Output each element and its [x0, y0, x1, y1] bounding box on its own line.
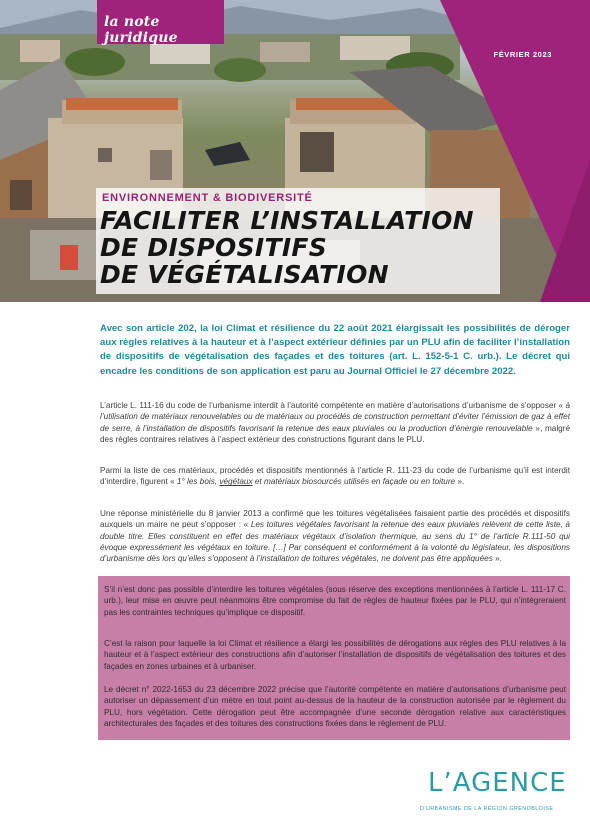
note-type-label: la note juridique — [104, 14, 178, 46]
publication-date: FÉVRIER 2023 — [493, 50, 552, 59]
agency-logo — [420, 768, 580, 818]
section-kicker: ENVIRONNEMENT & BIODIVERSITÉ — [102, 192, 313, 204]
box-paragraph-3: Le décret n° 2022-1653 du 23 décembre 2022 précise que l’autorité compétente en matière d’autorisations d’urbanisme peut autoriser un dépassement d’un mètre en tout point au-dessus de la hauteur de la construction autorisée par le règlement du PLU, hors végétation. Cette dérogation peut être accompagnée d’une seconde dérogation relative aux caractéristiques architecturales des façades et des toitures des constructions fixées dans le règlement de PLU. — [104, 685, 566, 728]
body-paragraph-1: L’article L. 111-16 du code de l’urbanisme interdit à l’autorité compétente en matière d’autorisations d’urbanisme de s’opposer « à l’utilisation de matériaux renouvelables ou de matériaux ou procédés de construction permettant d’éviter l’émission de gaz à effet de serre, à l’installation de dispositifs favorisant la retenue des eaux pluviales ou la production d’énergie renouvelable », malgré des règles contraires relatives à l’aspect extérieur des constructions figurant dans le PLU. — [100, 401, 571, 444]
lead-paragraph: Avec son article 202, la loi Climat et résilience du 22 août 2021 élargissait les possibilités de déroger aux règles relatives à la hauteur et à l’aspect extérieur définies par un PLU afin de faciliter l’installation de dispositifs de végétalisation des façades et des toitures (art. L. 152-5-1 C. urb.). Le décret qui encadre les conditions de son application est paru au Journal Officiel le 27 décembre 2022. — [100, 323, 570, 377]
box-paragraph-1: S’il n’est donc pas possible d’interdire les toitures végétales (sous réserve des exceptions mentionnées à l’article L. 111-17 C. urb.), leur mise en œuvre peut néanmoins être compromise du fait de règles de hauteur fixées par le PLU, qui n’intégreraient pas les contraintes techniques qu’implique ce dispositif. — [104, 585, 566, 617]
logo-wordmark: L’AGENCE — [428, 768, 567, 798]
page-title — [100, 207, 474, 288]
title-line-1: FACILITER L’INSTALLATION — [100, 206, 474, 235]
title-line-3: DE VÉGÉTALISATION — [100, 260, 389, 289]
box-paragraph-2: C’est la raison pour laquelle la loi Climat et résilience a élargi les possibilités de dérogations aux règles des PLU relatives à la hauteur et à l’aspect extérieur des constructions afin d’autoriser l’installation de dispositifs de végétalisation des toitures et des façades en zones urbaines et à urbaniser. — [104, 639, 566, 671]
hero-photo — [0, 0, 590, 302]
title-line-2: DE DISPOSITIFS — [100, 233, 328, 262]
logo-subtitle: D’URBANISME DE LA RÉGION GRENOBLOISE — [420, 806, 554, 812]
body-paragraph-3: Une réponse ministérielle du 8 janvier 2013 a confirmé que les toitures végétalisées faisaient partie des procédés et dispositifs auxquels un maire ne peut s’opposer : « Les toitures végétales favorisant la retenue des eaux pluviales relèvent de cette liste, à double titre. Elles constituent en effet des matériaux végétaux d’isolation thermique, au sens du 1° de l’article R.111-50 qui évoque expressément les végétaux en toiture. […] Par conséquent et conformément à la volonté du législateur, les dispositions d’urbanisme dès lors qu’elles s’opposent à l’installation de toitures végétales, ne doivent pas être appliquées ». — [100, 509, 570, 564]
body-paragraph-2: Parmi la liste de ces matériaux, procédés et dispositifs mentionnés à l’article R. 111-23 du code de l’urbanisme qu’il est interdit d’interdire, figurent « 1° les bois, végétaux et matériaux biosourcés utilisés en façade ou en toiture ». — [100, 466, 570, 487]
